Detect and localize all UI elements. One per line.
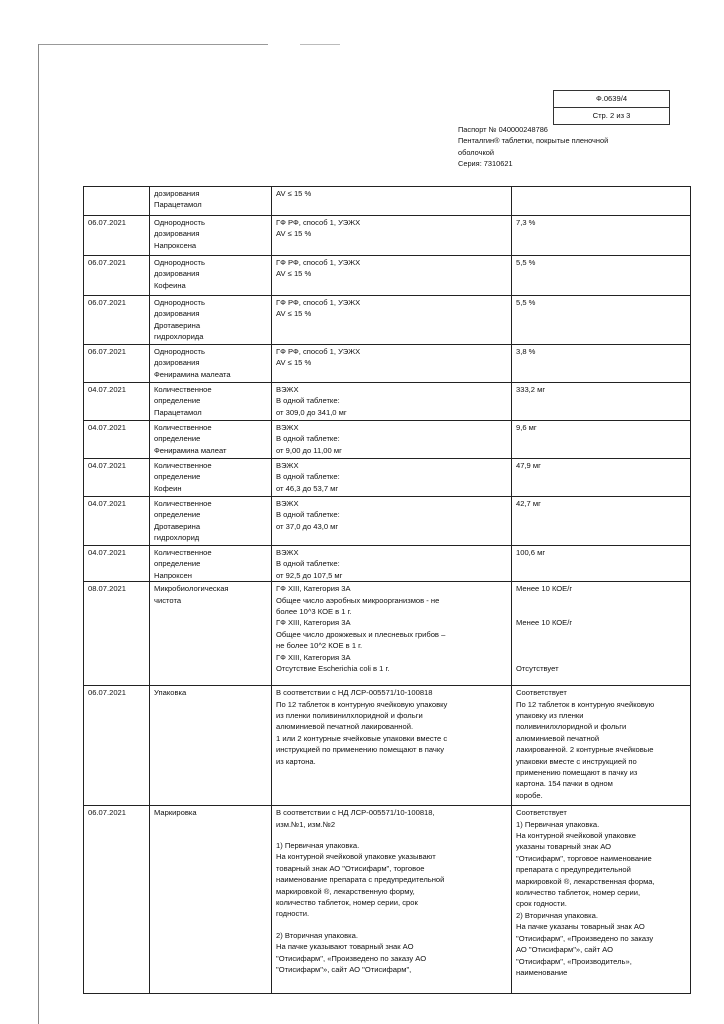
requirement-line: не более 10^2 КОЕ в 1 г. xyxy=(276,641,363,651)
test-name-line: дозирования xyxy=(154,309,200,319)
result-line xyxy=(516,595,686,606)
test-name-line: Микробиологическая xyxy=(154,584,229,594)
requirement-line: от 46,3 до 53,7 мг xyxy=(276,483,339,493)
result-line: количество таблеток, номер серии, xyxy=(516,888,641,898)
test-name-line: Количественное xyxy=(154,461,212,470)
test-name xyxy=(150,686,272,806)
test-name xyxy=(150,296,272,345)
result-line: 9,6 мг xyxy=(516,423,537,432)
result-line: Соответствует xyxy=(516,688,567,698)
test-date: 06.07.2021 xyxy=(84,296,150,345)
table-row xyxy=(84,187,691,216)
requirement-line: алюминиевой печатной лакированной. xyxy=(276,722,414,732)
requirement-line: годности. xyxy=(276,909,310,919)
result-line: указаны товарный знак АО xyxy=(516,842,612,852)
test-name-line: определение xyxy=(154,510,201,520)
test-name-line: определение xyxy=(154,396,201,406)
result-line: картона. 154 пачки в одном xyxy=(516,779,613,789)
test-date: 04.07.2021 xyxy=(84,459,150,497)
test-name-line: дозирования xyxy=(154,358,200,368)
requirement-line: более 10^3 КОЕ в 1 г. xyxy=(276,607,352,617)
requirement-line: изм.№1, изм.№2 xyxy=(276,819,336,829)
requirement-line: "Отисифарм"», сайт АО "Отисифарм", xyxy=(276,965,412,975)
test-requirement xyxy=(272,345,512,383)
table-row xyxy=(84,216,691,256)
test-name-line: гидрохлорида xyxy=(154,332,204,342)
table-row xyxy=(84,459,691,497)
result-line: алюминиевой печатной xyxy=(516,733,600,743)
requirement-line: ГФ XIII, Категория 3А xyxy=(276,652,351,662)
result-line: упаковки вместе с инструкцией по xyxy=(516,756,637,766)
requirement-line: В одной таблетке: xyxy=(276,559,340,569)
table-row xyxy=(84,497,691,546)
test-result xyxy=(512,582,691,686)
result-line: применению помещают в пачку из xyxy=(516,768,638,778)
test-name-line: Количественное xyxy=(154,548,212,557)
requirement-line: AV ≤ 15 % xyxy=(276,358,312,368)
result-line: поливинилхлоридной и фольги xyxy=(516,722,627,732)
requirement-line: На контурной ячейковой упаковке указывают xyxy=(276,852,436,862)
test-result xyxy=(512,497,691,546)
result-line: 7,3 % xyxy=(516,218,536,227)
result-line: 100,6 мг xyxy=(516,548,546,557)
form-code: Ф.0639/4 xyxy=(595,94,628,103)
test-requirement xyxy=(272,187,512,216)
requirement-line: AV ≤ 15 % xyxy=(276,269,312,279)
test-result xyxy=(512,806,691,994)
test-name-line: Упаковка xyxy=(154,688,187,698)
requirement-line: от 92,5 до 107,5 мг xyxy=(276,570,343,580)
test-name-line: Однородность xyxy=(154,218,205,227)
requirement-line: наименование препарата с предупредительной xyxy=(276,875,445,885)
table-row xyxy=(84,296,691,345)
result-line xyxy=(516,652,686,663)
requirement-line: ГФ XIII, Категория 3А xyxy=(276,618,351,628)
test-name xyxy=(150,216,272,256)
requirement-block xyxy=(276,840,507,920)
requirement-line: На пачке указывают товарный знак АО xyxy=(276,942,414,952)
result-line: 47,9 мг xyxy=(516,461,541,470)
requirement-line: Общее число дрожжевых и плесневых грибов – xyxy=(276,629,446,639)
requirement-line: от 309,0 до 341,0 мг xyxy=(276,407,347,417)
passport-number: Паспорт № 040000248786 xyxy=(458,125,548,134)
result-line: "Отисифарм", торговое наименование xyxy=(516,853,652,863)
result-line: На контурной ячейковой упаковке xyxy=(516,831,637,841)
test-result xyxy=(512,345,691,383)
test-name xyxy=(150,345,272,383)
result-line: "Отисифарм", «Производитель», xyxy=(516,956,632,966)
test-requirement xyxy=(272,216,512,256)
product-form: оболочкой xyxy=(458,147,495,157)
test-name xyxy=(150,421,272,459)
requirement-line: ВЭЖХ xyxy=(276,385,299,394)
requirement-line: В одной таблетке: xyxy=(276,510,340,520)
requirement-line: По 12 таблеток в контурную ячейковую упаковку xyxy=(276,699,448,709)
test-date xyxy=(84,187,150,216)
test-name xyxy=(150,459,272,497)
test-date: 06.07.2021 xyxy=(84,345,150,383)
test-requirement xyxy=(272,383,512,421)
table-row xyxy=(84,806,691,994)
requirement-line: ГФ РФ, способ 1, УЭЖХ xyxy=(276,347,361,356)
test-name-line: дозирования xyxy=(154,229,200,239)
test-name-line: Однородность xyxy=(154,258,205,267)
requirement-line: "Отисифарм", «Произведено по заказу АО xyxy=(276,953,427,963)
test-requirement xyxy=(272,459,512,497)
result-line: "Отисифарм", «Произведено по заказу xyxy=(516,933,654,943)
left-margin-rule xyxy=(38,44,39,1024)
test-name-line: Парацетамол xyxy=(154,407,202,417)
top-rule-fragment xyxy=(300,44,340,45)
test-name-line: Количественное xyxy=(154,423,212,432)
requirement-line: ВЭЖХ xyxy=(276,423,299,432)
result-line: АО "Отисифарм"», сайт АО xyxy=(516,945,613,955)
table-row xyxy=(84,256,691,296)
test-date: 06.07.2021 xyxy=(84,686,150,806)
requirement-line: Общее число аэробных микроорганизмов - не xyxy=(276,595,440,605)
result-line: коробе. xyxy=(516,790,543,800)
test-result xyxy=(512,459,691,497)
test-requirement xyxy=(272,296,512,345)
test-result xyxy=(512,256,691,296)
test-result xyxy=(512,421,691,459)
result-line: 333,2 мг xyxy=(516,385,546,394)
test-requirement xyxy=(272,497,512,546)
requirement-line: от 37,0 до 43,0 мг xyxy=(276,521,339,531)
requirement-line: В одной таблетке: xyxy=(276,396,340,406)
batch-number: Серия: 7310621 xyxy=(458,158,513,168)
test-date: 04.07.2021 xyxy=(84,421,150,459)
test-name-line: Маркировка xyxy=(154,808,197,818)
test-name-line: Однородность xyxy=(154,298,205,307)
test-requirement xyxy=(272,582,512,686)
test-name xyxy=(150,187,272,216)
test-result xyxy=(512,686,691,806)
test-name-line: Количественное xyxy=(154,499,212,508)
requirement-line: от 9,00 до 11,00 мг xyxy=(276,445,342,455)
test-name-line: определение xyxy=(154,472,201,482)
requirement-line: ГФ РФ, способ 1, УЭЖХ xyxy=(276,218,361,227)
test-name-line: Фенирамина малеат xyxy=(154,445,227,455)
result-line: 2) Вторичная упаковка. xyxy=(516,910,598,920)
test-requirement xyxy=(272,546,512,582)
test-date: 04.07.2021 xyxy=(84,546,150,582)
test-requirement xyxy=(272,256,512,296)
test-name-line: определение xyxy=(154,434,201,444)
requirement-line: товарный знак АО "Отисифарм", торговое xyxy=(276,863,425,873)
requirement-block xyxy=(276,807,507,830)
table-row xyxy=(84,345,691,383)
test-name-line: Напроксен xyxy=(154,570,192,580)
requirement-line: В одной таблетке: xyxy=(276,434,340,444)
test-name-line: Напроксена xyxy=(154,240,197,250)
requirement-line: В соответствии с НД ЛСР-005571/10-100818, xyxy=(276,808,435,818)
test-results-table xyxy=(83,186,691,994)
result-line: Менее 10 КОЕ/г xyxy=(516,584,573,594)
requirement-line: AV ≤ 15 % xyxy=(276,309,312,319)
table-row xyxy=(84,421,691,459)
test-name-line: дозирования xyxy=(154,269,200,279)
requirement-block xyxy=(276,930,507,976)
test-name xyxy=(150,546,272,582)
requirement-line: ВЭЖХ xyxy=(276,499,299,508)
table-row xyxy=(84,546,691,582)
test-name-line: Кофеина xyxy=(154,280,186,290)
result-line: Соответствует xyxy=(516,808,567,818)
test-name-line: Парацетамол xyxy=(154,200,202,210)
requirement-line: из пленки поливинилхлоридной и фольги xyxy=(276,711,423,721)
requirement-line: ГФ РФ, способ 1, УЭЖХ xyxy=(276,298,361,307)
result-line xyxy=(516,606,686,617)
test-name xyxy=(150,582,272,686)
test-name xyxy=(150,256,272,296)
test-name-line: Количественное xyxy=(154,385,212,394)
test-name-line: Фенирамина малеата xyxy=(154,369,231,379)
test-name-line: Однородность xyxy=(154,347,205,356)
test-date: 08.07.2021 xyxy=(84,582,150,686)
result-line: наименование xyxy=(516,967,568,977)
test-result xyxy=(512,546,691,582)
requirement-line: ВЭЖХ xyxy=(276,548,299,557)
test-date: 06.07.2021 xyxy=(84,806,150,994)
result-line: срок годности. xyxy=(516,899,567,909)
test-result xyxy=(512,296,691,345)
requirement-line: В соответствии с НД ЛСР-005571/10-100818 xyxy=(276,688,433,698)
test-date: 04.07.2021 xyxy=(84,497,150,546)
result-line: На пачке указаны товарный знак АО xyxy=(516,922,645,932)
test-name-line: гидрохлорид xyxy=(154,533,200,543)
test-date: 06.07.2021 xyxy=(84,256,150,296)
product-name: Пенталгин® таблетки, покрытые пленочной xyxy=(458,136,609,146)
test-name-line: Дротаверина xyxy=(154,521,201,531)
requirement-line: маркировкой ®, лекарственную форму, xyxy=(276,886,415,896)
requirement-line: 2) Вторичная упаковка. xyxy=(276,930,358,940)
test-name-line: определение xyxy=(154,559,201,569)
test-date: 04.07.2021 xyxy=(84,383,150,421)
requirement-line: 1) Первичная упаковка. xyxy=(276,841,360,851)
test-name-line: Кофеин xyxy=(154,483,182,493)
test-date: 06.07.2021 xyxy=(84,216,150,256)
top-rule xyxy=(38,44,268,45)
test-name xyxy=(150,806,272,994)
requirement-line: 1 или 2 контурные ячейковые упаковки вместе с xyxy=(276,733,448,743)
result-line: 1) Первичная упаковка. xyxy=(516,819,600,829)
result-line: 5,5 % xyxy=(516,298,536,307)
test-result xyxy=(512,216,691,256)
result-line: Менее 10 КОЕ/г xyxy=(516,618,573,628)
result-line: упаковку из пленки xyxy=(516,711,584,721)
result-line xyxy=(516,640,686,651)
result-line: По 12 таблеток в контурную ячейковую xyxy=(516,699,655,709)
form-code-box xyxy=(553,90,670,125)
test-name xyxy=(150,383,272,421)
requirement-line: ГФ РФ, способ 1, УЭЖХ xyxy=(276,258,361,267)
test-result xyxy=(512,383,691,421)
test-name-line: дозирования xyxy=(154,189,200,198)
result-line: препарата с предупредительной xyxy=(516,865,631,875)
result-line: лакированной. 2 контурные ячейковые xyxy=(516,745,654,755)
test-requirement xyxy=(272,806,512,994)
result-line: 3,8 % xyxy=(516,347,536,356)
requirement-line: ВЭЖХ xyxy=(276,461,299,470)
requirement-line: AV ≤ 15 % xyxy=(276,189,312,198)
page-number: Стр. 2 из 3 xyxy=(554,107,669,124)
requirement-line: из картона. xyxy=(276,756,316,766)
table-row xyxy=(84,686,691,806)
result-line: маркировкой ®, лекарственная форма, xyxy=(516,876,655,886)
requirement-line: ГФ XIII, Категория 3А xyxy=(276,584,351,594)
requirement-line: В одной таблетке: xyxy=(276,472,340,482)
test-requirement xyxy=(272,421,512,459)
test-name-line: Дротаверина xyxy=(154,320,201,330)
test-name xyxy=(150,497,272,546)
requirement-line: Отсутствие Escherichia coli в 1 г. xyxy=(276,664,390,674)
test-requirement xyxy=(272,686,512,806)
result-line xyxy=(516,629,686,640)
result-line: 5,5 % xyxy=(516,258,536,267)
requirement-line: количество таблеток, номер серии, срок xyxy=(276,898,418,908)
result-line: Отсутствует xyxy=(516,664,559,674)
result-line: 42,7 мг xyxy=(516,499,541,508)
table-row xyxy=(84,383,691,421)
table-row xyxy=(84,582,691,686)
test-name-line: чистота xyxy=(154,595,182,605)
requirement-line: инструкцией по применению помещают в пачку xyxy=(276,745,445,755)
test-result xyxy=(512,187,691,216)
requirement-line: AV ≤ 15 % xyxy=(276,229,312,239)
passport-info xyxy=(458,124,638,169)
